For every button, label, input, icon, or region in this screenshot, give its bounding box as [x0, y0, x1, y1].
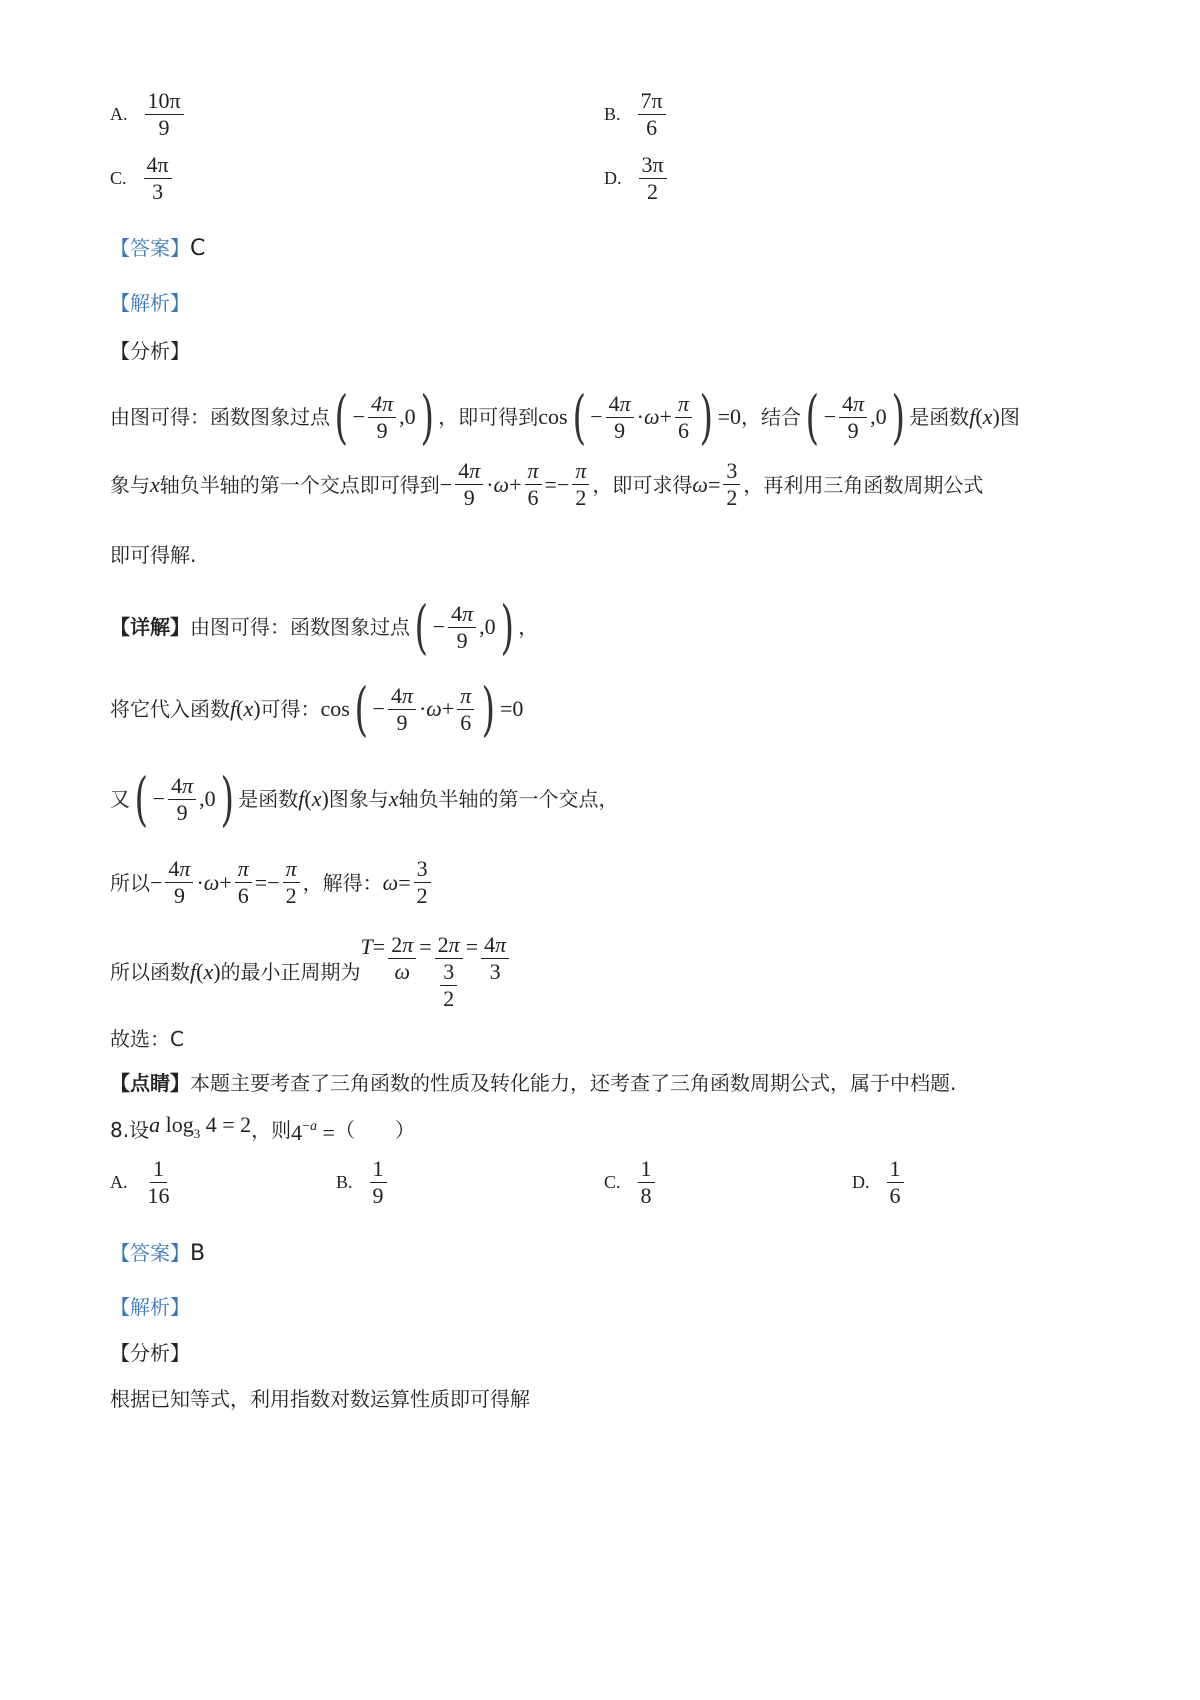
fenxi-line-3: 即可得解.: [110, 543, 197, 567]
answer-value: C: [190, 236, 206, 261]
q8-option-d: D. $\frac{1}{6}$: [852, 1156, 907, 1209]
fenxi-line-1: 由图可得：函数图象过点 ( − $\frac{4\pi}{9}$ ,0 ) ，即可得到 cos ( − $\frac{4\pi}{9}$ ·ω+ $\frac{\pi}{6}$ ) =0 ，结合 ( − $\frac{4\pi}{9}$ ,0 ) 是函数 f(x) 图: [110, 383, 1020, 451]
fenxi-line-2: 象与 x 轴负半轴的第一个交点即可得到 − $\frac{4\pi}{9}$ ·ω+ $\frac{\pi}{6}$ =− $\frac{\pi}{2}$ ，即可求得 ω = $\frac{3}{2}$ ，再利用三角函数周期公式: [110, 458, 984, 510]
dianjing-line: 【点睛】本题主要考查了三角函数的性质及转化能力，还考查了三角函数周期公式，属于中档题.: [110, 1071, 957, 1095]
q8-fenxi-label: 【分析】: [110, 1341, 190, 1365]
q8-stem: 8.设 a $\log_3 4 = 2$ ，则 $4^{-a}$ = （ ）: [110, 1112, 415, 1145]
option-d: D. $\frac{3\pi}{2}$: [604, 152, 670, 205]
option-c: C. $\frac{4\pi}{3}$: [110, 152, 175, 205]
q8-analysis-label: 【解析】: [110, 1295, 190, 1319]
answer-line: [110, 233, 205, 264]
analysis-label: 【解析】: [110, 291, 190, 315]
detail-line-2: 将它代入函数 f(x) 可得： cos ( − $\frac{4\pi}{9}$ ·ω+ $\frac{\pi}{6}$ ) =0: [110, 675, 524, 743]
detail-line-5: 所以函数 f(x) 的最小正周期为 T = $\frac{2\pi}{\omega}$ = $\frac{2\pi}{\frac{3}{2}}$ = $\frac{4\pi}{3}$: [110, 932, 512, 1012]
answer-label: 【答案】: [110, 236, 190, 260]
choose-line: 故选：C: [110, 1027, 184, 1051]
q8-option-c: C. $\frac{1}{8}$: [604, 1156, 658, 1209]
detail-line-1: 【详解】 由图可得：函数图象过点 ( − $\frac{4\pi}{9}$ ,0 ) ，: [110, 593, 539, 661]
q8-option-a: A. $\frac{1}{16}$: [110, 1156, 170, 1208]
fenxi-label: 【分析】: [110, 339, 190, 363]
q8-option-b: B. $\frac{1}{9}$: [336, 1156, 390, 1209]
option-a: A. $\frac{10\pi}{9}$: [110, 88, 187, 141]
detail-line-4: 所以 − $\frac{4\pi}{9}$ ·ω+ $\frac{\pi}{6}$ =− $\frac{\pi}{2}$ ，解得： ω = $\frac{3}{2}$: [110, 856, 434, 909]
option-b: B. $\frac{7\pi}{6}$: [604, 88, 669, 141]
q8-answer-line: 【答案】B: [110, 1241, 206, 1266]
detail-line-3: 又 ( − $\frac{4\pi}{9}$ ,0 ) 是函数 f(x) 图象与 x 轴负半轴的第一个交点，: [110, 765, 619, 833]
q8-fenxi-text: 根据已知等式，利用指数对数运算性质即可得解: [110, 1387, 530, 1411]
